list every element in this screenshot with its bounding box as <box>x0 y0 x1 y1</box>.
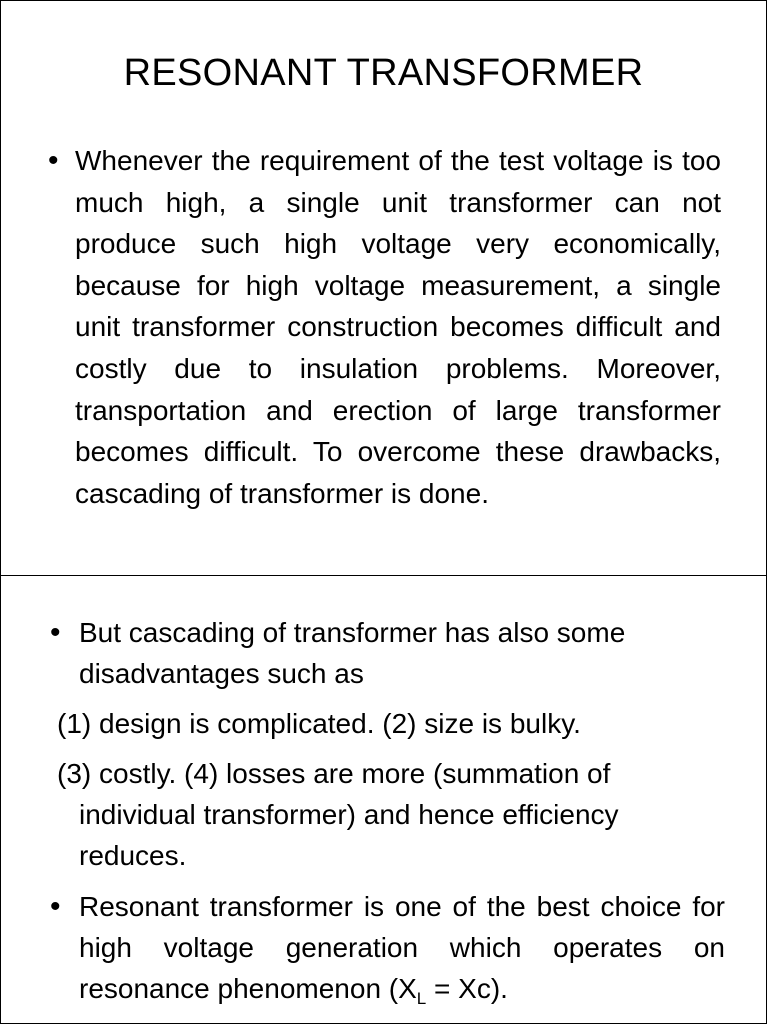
item-3-4-line1: (3) costly. (4) losses are more (summation of <box>57 758 611 789</box>
slide-title: RESONANT TRANSFORMER <box>123 52 644 94</box>
paragraph-disadvantages-intro: But cascading of transformer has also some disadvantages such as <box>79 617 626 689</box>
bullet-dot: • <box>50 616 61 649</box>
subscript-l: L <box>416 989 427 1008</box>
bullet-dot: • <box>48 144 59 177</box>
paragraph-resonant-choice <box>79 886 725 1009</box>
disadvantage-items-1-2: (1) design is complicated. (2) size is bulky. <box>57 708 581 739</box>
resonant-text-end: = Xc). <box>426 973 508 1004</box>
item-3-4-line2: individual transformer) and hence efficiency reduces. <box>79 799 619 871</box>
paragraph-cascading-reason: Whenever the requirement of the test voltage is too much high, a single unit transformer can not produce such high voltage very economically, because for high voltage measurement, a single unit transformer construction becomes difficult and costly due to insulation problems. Moreover, transportation and erection of large transformer becomes difficult. To overcome these drawbacks, cascading of transformer is done. <box>75 145 721 509</box>
disadvantage-items-3-4 <box>57 753 717 876</box>
bullet-dot: • <box>50 890 61 923</box>
resonant-text: Resonant transformer is one of the best choice for high voltage generation which operates on resonance phenomenon (X <box>79 891 725 1004</box>
